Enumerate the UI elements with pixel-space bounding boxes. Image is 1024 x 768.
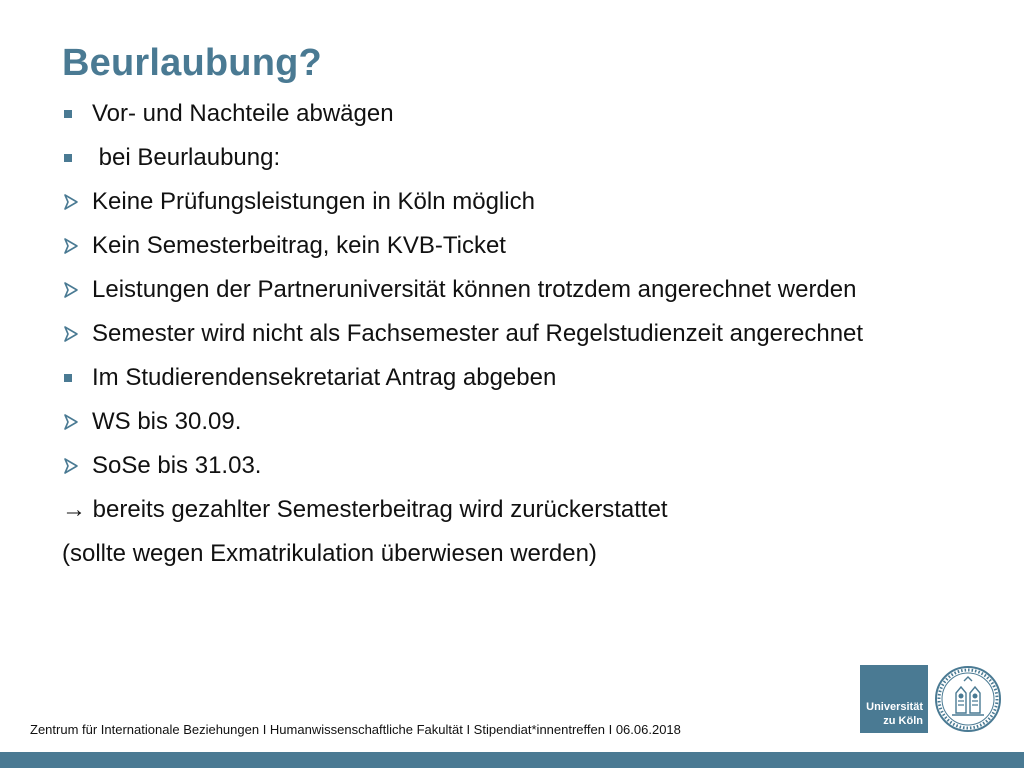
university-seal-icon: [934, 665, 1002, 733]
list-item: [62, 276, 942, 304]
university-logo: [860, 665, 928, 733]
bottom-accent-bar: [0, 752, 1024, 768]
list-item: [62, 364, 942, 392]
arrow-bullet-icon: [62, 281, 80, 299]
arrow-bullet-icon: [62, 457, 80, 475]
list-item: [62, 232, 942, 260]
list-item: [62, 100, 942, 128]
list-item: [62, 540, 942, 568]
list-item-text: Keine Prüfungsleistungen in Köln möglich: [92, 188, 535, 215]
arrow-bullet-icon: [62, 193, 80, 211]
list-item: [62, 188, 942, 216]
arrow-bullet-icon: [62, 413, 80, 431]
square-bullet-icon: [64, 154, 72, 162]
slide-title: Beurlaubung?: [62, 42, 322, 84]
logo-text-line2: zu Köln: [883, 715, 923, 727]
list-item: [62, 320, 942, 348]
logo-text-line1: Universität: [866, 701, 923, 713]
list-item-text: WS bis 30.09.: [92, 408, 242, 435]
arrow-bullet-icon: [62, 325, 80, 343]
list-item: [62, 452, 942, 480]
square-bullet-icon: [64, 110, 72, 118]
list-item: [62, 496, 942, 524]
list-item-text: SoSe bis 31.03.: [92, 452, 262, 479]
list-item: [62, 408, 942, 436]
list-item-text: bei Beurlaubung:: [92, 144, 281, 171]
list-item-text: (sollte wegen Exmatrikulation überwiesen werden): [62, 540, 597, 567]
footer-text: Zentrum für Internationale Beziehungen I Humanwissenschaftliche Fakultät I Stipendiat*innentreffen I 06.06.2018: [30, 722, 681, 737]
bullet-list: [62, 100, 942, 584]
list-item-text: Semester wird nicht als Fachsemester auf Regelstudienzeit angerechnet: [92, 320, 864, 347]
arrow-bullet-icon: [62, 237, 80, 255]
list-item-text: Im Studierendensekretariat Antrag abgeben: [92, 364, 557, 391]
list-item-text: Vor- und Nachteile abwägen: [92, 100, 394, 127]
list-item: [62, 144, 942, 172]
list-item-text: Kein Semesterbeitrag, kein KVB-Ticket: [92, 232, 506, 259]
list-item-text: → bereits gezahlter Semesterbeitrag wird zurückerstattet: [62, 496, 668, 523]
list-item-text: Leistungen der Partneruniversität können trotzdem angerechnet werden: [92, 276, 857, 303]
square-bullet-icon: [64, 374, 72, 382]
